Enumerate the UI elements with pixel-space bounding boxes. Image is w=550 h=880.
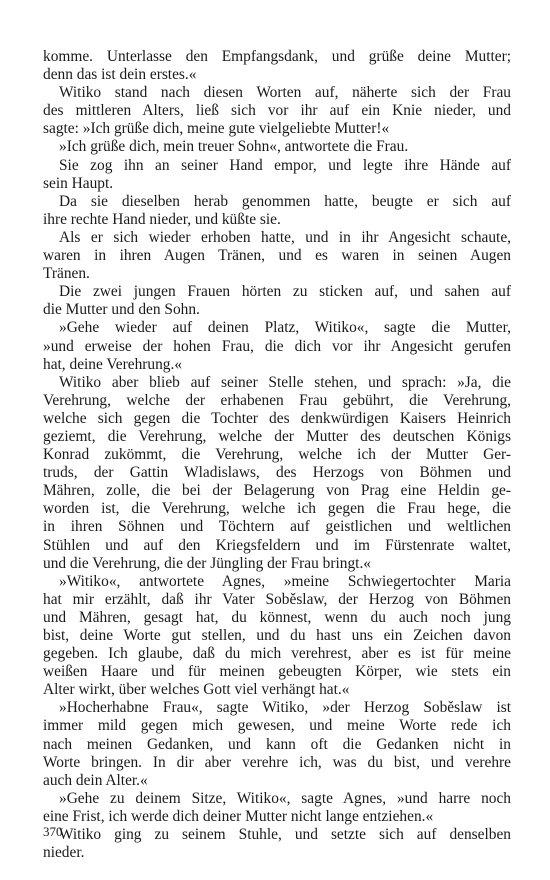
text-line: weißen Haare und für meinen gebeugten Körper, wie stets ein [43, 663, 511, 681]
text-line: truds, der Gattin Wladislaws, des Herzogs von Böhmen und [43, 464, 511, 482]
text-line: auch dein Alter.« [43, 771, 148, 789]
text-line: gegeben. Ich glaube, daß du mich verehrest, aber es ist für meine [43, 645, 511, 663]
text-line: Als er sich wieder erhoben hatte, und in ihr Angesicht schaute, [59, 228, 511, 246]
text-line: Verehrung, welche der erhabenen Frau gebührt, die Verehrung, [43, 391, 511, 409]
text-line: Sie zog ihn an seiner Hand empor, und legte ihre Hände auf [59, 156, 511, 174]
text-line: Da sie dieselben herab genommen hatte, beugte er sich auf [59, 192, 511, 210]
text-line: sagte: »Ich grüße dich, meine gute vielgeliebte Mutter!« [43, 120, 390, 138]
text-line: »Gehe zu deinem Sitze, Witiko«, sagte Agnes, »und harre noch [59, 789, 511, 807]
text-line: Worte bringen. In dir aber verehre ich, was du bist, und verehre [43, 753, 511, 771]
text-line: Witiko stand nach diesen Worten auf, näherte sich der Frau [59, 84, 511, 102]
text-line: »Gehe wieder auf deinen Platz, Witiko«, sagte die Mutter, [59, 319, 511, 337]
text-line: waren in ihren Augen Tränen, und es waren in seinen Augen [43, 247, 511, 265]
text-line: komme. Unterlasse den Empfangsdank, und grüße deine Mutter; [43, 48, 511, 65]
text-line: Witiko aber blieb auf seiner Stelle stehen, und sprach: »Ja, die [59, 373, 511, 391]
text-line: »Witiko«, antwortete Agnes, »meine Schwiegertochter Maria [59, 572, 511, 590]
text-line: und Mähren, gesagt hat, du könnest, wenn du auch noch jung [43, 608, 511, 626]
text-line: denn das ist dein erstes.« [43, 66, 197, 84]
text-line: bist, deine Worte gut stellen, und du hast uns ein Zeichen davon [43, 627, 511, 644]
text-line: worden ist, die Verehrung, welche ich gegen die Frau hege, die [43, 500, 511, 518]
text-line: ihre rechte Hand nieder, und küßte sie. [43, 210, 281, 228]
text-line: »Hocherhabne Frau«, sagte Witiko, »der Herzog Soběslaw ist [59, 699, 511, 717]
text-line: Witiko ging zu seinem Stuhle, und setzte sich auf denselben [59, 826, 511, 844]
text-line: nach meinen Gedanken, und kann oft die Gedanken nicht in [43, 735, 511, 753]
text-line: eine Frist, ich werde dich deiner Mutter nicht lange entziehen.« [43, 807, 434, 825]
text-line: sein Haupt. [43, 174, 114, 192]
text-line: »und erweise der hohen Frau, die dich vor ihr Angesicht gerufen [43, 337, 511, 355]
text-line: Mähren, zolle, die bei der Belagerung von Prag eine Heldin ge- [43, 482, 511, 500]
page-number: 370 [43, 824, 63, 839]
text-line: hat, deine Verehrung.« [43, 355, 183, 373]
text-line: geziemt, die Verehrung, welche der Mutter des deutschen Königs [43, 427, 511, 445]
text-line: »Ich grüße dich, mein treuer Sohn«, antwortete die Frau. [59, 138, 409, 156]
text-line: Stühlen und auf den Kriegsfeldern und im Fürstenrate waltet, [43, 536, 511, 554]
text-line: nieder. [43, 844, 85, 862]
text-line: Alter wirkt, über welches Gott viel verhängt hat.« [43, 681, 350, 699]
text-line: des mittleren Alters, ließ sich vor ihr auf ein Knie nieder, und [43, 102, 511, 120]
text-line: in ihren Söhnen und Töchtern auf geistlichen und weltlichen [43, 518, 511, 536]
text-line: Die zwei jungen Frauen hörten zu sticken auf, und sahen auf [59, 283, 511, 301]
text-line: Konrad zukömmt, die Verehrung, welche ich der Mutter Ger- [43, 446, 511, 464]
text-line: welche sich gegen die Tochter des denkwürdigen Kaisers Heinrich [43, 409, 511, 427]
text-line: Tränen. [43, 265, 90, 283]
text-line: die Mutter und den Sohn. [43, 301, 200, 319]
text-line: und die Verehrung, die der Jüngling der Frau bringt.« [43, 554, 371, 572]
text-line: immer mild gegen mich gewesen, und meine Worte rede ich [43, 717, 511, 735]
text-line: hat mir erzählt, daß ihr Vater Soběslaw, der Herzog von Böhmen [43, 590, 511, 608]
book-page-text [43, 48, 511, 862]
